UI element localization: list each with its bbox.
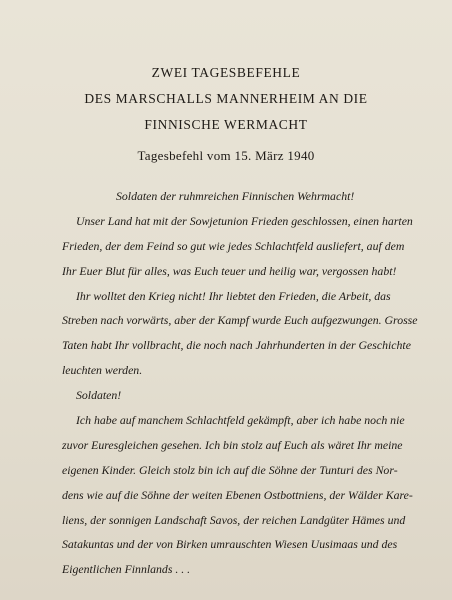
title-line: DES MARSCHALLS MANNERHEIM AN DIE [84, 91, 368, 106]
text-line: Satakuntas und der von Birken umrauschten Wiesen Uusimaas und des [62, 537, 398, 552]
text-line: zuvor Euresgleichen gesehen. Ich bin stolz auf Euch als wäret Ihr meine [62, 437, 403, 452]
text-line: Ihr Euer Blut für alles, was Euch teuer und heilig war, vergossen habt! [62, 263, 397, 278]
text-line: Taten habt Ihr vollbracht, die noch nach Jahrhunderten in der Geschichte [62, 338, 411, 353]
title-line: ZWEI TAGESBEFEHLE [151, 65, 301, 80]
text-line: Streben nach vorwärts, aber der Kampf wurde Euch aufgezwungen. Grosse [62, 313, 418, 328]
text-line: dens wie auf die Söhne der weiten Ebenen Ostbottniens, der Wälder Kare- [62, 487, 413, 502]
text-line: Soldaten der ruhmreichen Finnischen Wehrmacht! [116, 189, 355, 203]
order-date-subtitle: Tagesbefehl vom 15. März 1940 [137, 148, 315, 163]
text-line: liens, der sonnigen Landschaft Savos, der reichen Landgüter Hämes und [62, 512, 406, 527]
text-line: leuchten werden. [62, 363, 143, 378]
text-line: Eigentlichen Finnlands . . . [62, 562, 191, 577]
text-line: Ich habe auf manchem Schlachtfeld gekämpft, aber ich habe noch nie [76, 413, 405, 428]
text-line: Frieden, der dem Feind so gut wie jedes Schlachtfeld ausliefert, auf dem [62, 238, 405, 253]
order-body [62, 184, 452, 582]
title-line: FINNISCHE WERMACHT [144, 117, 308, 132]
text-line: Soldaten! [76, 388, 122, 403]
text-line: Ihr wolltet den Krieg nicht! Ihr liebtet den Frieden, die Arbeit, das [76, 288, 391, 303]
document-title [0, 60, 452, 138]
text-line: eigenen Kinder. Gleich stolz bin ich auf die Söhne der Tunturi des Nor- [62, 462, 398, 477]
text-line: Unser Land hat mit der Sowjetunion Frieden geschlossen, einen harten [76, 213, 413, 228]
